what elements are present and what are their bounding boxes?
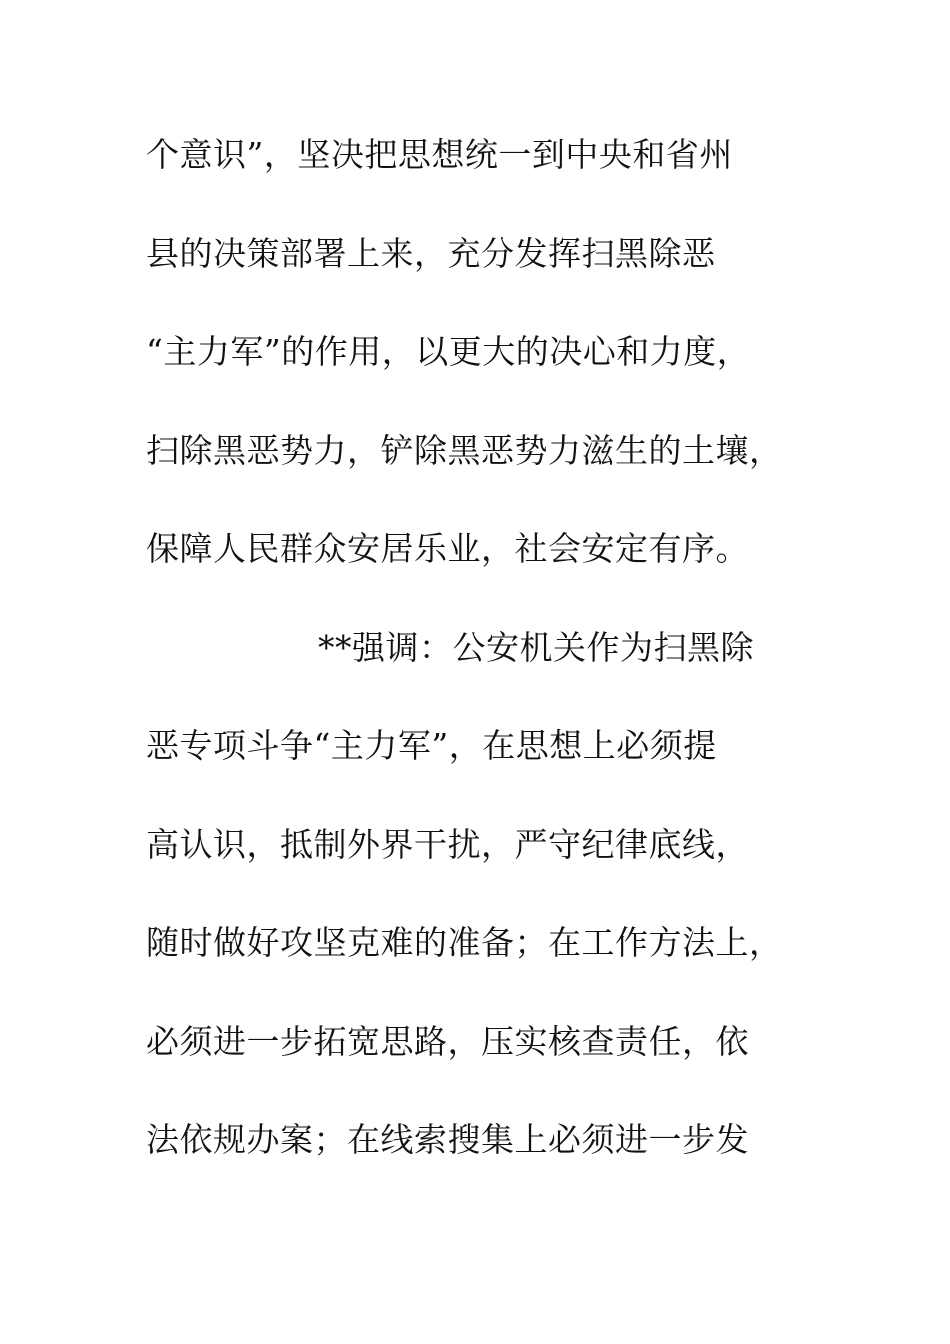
text-line: “主力军”的作用，以更大的决心和力度， bbox=[146, 332, 751, 371]
text-line: 法依规办案；在线索搜集上必须进一步发 bbox=[146, 1120, 749, 1159]
text-line: 随时做好攻坚克难的准备；在工作方法上， bbox=[146, 923, 783, 962]
text-line: 必须进一步拓宽思路，压实核查责任，依 bbox=[146, 1021, 749, 1061]
body-text bbox=[146, 123, 826, 1207]
text-line: 恶专项斗争“主力军”，在思想上必须提 bbox=[146, 726, 717, 765]
paragraph-start-line: **强调：公安机关作为扫黑除 bbox=[318, 627, 754, 667]
text-line: 保障人民群众安居乐业，社会安定有序。 bbox=[146, 529, 749, 568]
text-line: 高认识，抵制外界干扰，严守纪律底线， bbox=[146, 824, 749, 864]
text-line: 县的决策部署上来，充分发挥扫黑除恶 bbox=[146, 233, 716, 273]
text-line: 个意识”，坚决把思想统一到中央和省州 bbox=[146, 135, 733, 174]
text-line: 扫除黑恶势力，铲除黑恶势力滋生的土壤， bbox=[146, 430, 783, 470]
